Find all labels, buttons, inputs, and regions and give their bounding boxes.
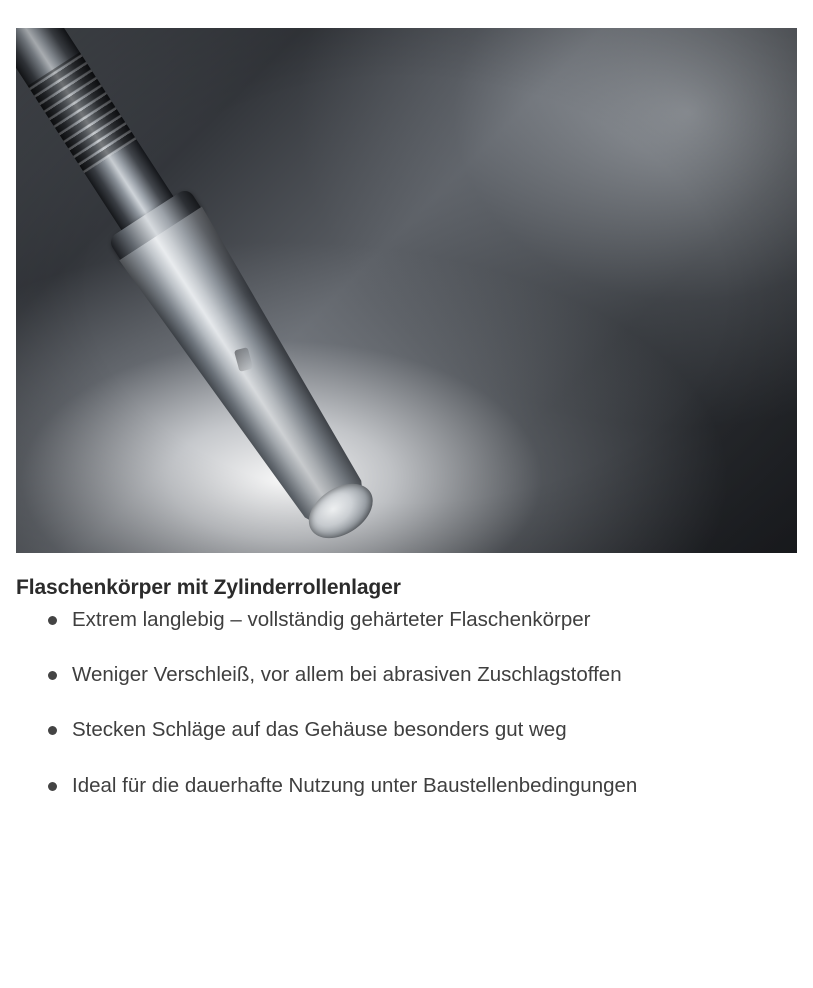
tool-group (16, 28, 410, 553)
feature-list (16, 605, 797, 799)
list-item: Weniger Verschleiß, vor allem bei abrasiven Zuschlagstoffen (16, 660, 797, 689)
list-item: Extrem langlebig – vollständig gehärteter Flaschenkörper (16, 605, 797, 634)
list-item: Stecken Schläge auf das Gehäuse besonders gut weg (16, 715, 797, 744)
page-root (0, 28, 813, 988)
section-heading: Flaschenkörper mit Zylinderrollenlager (16, 576, 401, 599)
photo-background (16, 28, 797, 553)
tool-illustration (16, 28, 797, 553)
text-content (16, 575, 797, 800)
product-image (16, 28, 797, 553)
list-item: Ideal für die dauerhafte Nutzung unter Baustellenbedingungen (16, 771, 797, 800)
